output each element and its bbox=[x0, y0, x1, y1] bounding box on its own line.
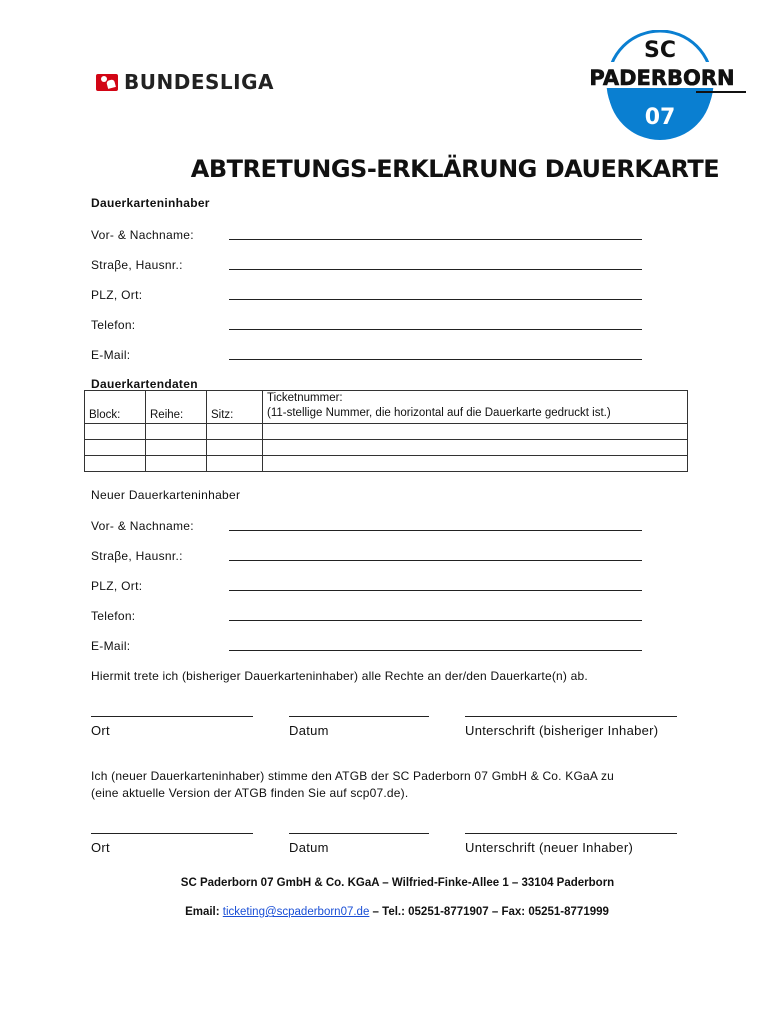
place-signature-line-2[interactable] bbox=[91, 833, 253, 834]
row-cell[interactable] bbox=[146, 456, 207, 472]
card-data-table bbox=[84, 390, 688, 472]
place-label-2: Ort bbox=[91, 840, 110, 855]
row-cell[interactable] bbox=[146, 440, 207, 456]
club-logo-paderborn: PADERBORN bbox=[589, 66, 735, 90]
block-cell[interactable] bbox=[85, 440, 146, 456]
current-city-label: PLZ, Ort: bbox=[91, 288, 143, 302]
footer-email-label: Email: bbox=[185, 906, 223, 918]
club-logo-07: 07 bbox=[644, 105, 676, 130]
seat-cell[interactable] bbox=[207, 424, 263, 440]
current-email-label: E-Mail: bbox=[91, 348, 131, 362]
new-city-field[interactable] bbox=[229, 590, 642, 591]
current-street-label: Straβe, Hausnr.: bbox=[91, 258, 183, 272]
new-street-field[interactable] bbox=[229, 560, 642, 561]
place-label-1: Ort bbox=[91, 723, 110, 738]
date-label-2: Datum bbox=[289, 840, 329, 855]
ticket-number-cell[interactable] bbox=[263, 424, 688, 440]
current-street-field[interactable] bbox=[229, 269, 642, 270]
new-email-label: E-Mail: bbox=[91, 639, 131, 653]
new-city-label: PLZ, Ort: bbox=[91, 579, 143, 593]
current-city-field[interactable] bbox=[229, 299, 642, 300]
date-signature-line-2[interactable] bbox=[289, 833, 429, 834]
new-name-field[interactable] bbox=[229, 530, 642, 531]
table-header-row bbox=[85, 391, 688, 424]
new-street-label: Straβe, Hausnr.: bbox=[91, 549, 183, 563]
footer-email-link[interactable]: ticketing@scpaderborn07.de bbox=[222, 906, 370, 918]
place-signature-line-1[interactable] bbox=[91, 716, 253, 717]
ticket-number-cell[interactable] bbox=[263, 456, 688, 472]
bundesliga-text: BUNDESLIGA bbox=[124, 70, 274, 94]
current-name-label: Vor- & Nachname: bbox=[91, 228, 194, 242]
transfer-statement: Hiermit trete ich (bisheriger Dauerkarteninhaber) alle Rechte an der/den Dauerkarte(n) ab. bbox=[91, 669, 588, 683]
current-phone-field[interactable] bbox=[229, 329, 642, 330]
signature-line-new-holder[interactable] bbox=[465, 833, 677, 834]
sc-paderborn-logo bbox=[578, 30, 748, 140]
new-phone-field[interactable] bbox=[229, 620, 642, 621]
seat-header: Sitz: bbox=[207, 391, 263, 424]
ticket-number-cell[interactable] bbox=[263, 440, 688, 456]
block-cell[interactable] bbox=[85, 424, 146, 440]
signature-line-previous-holder[interactable] bbox=[465, 716, 677, 717]
card-data-heading: Dauerkartendaten bbox=[91, 377, 198, 391]
signature-label-previous: Unterschrift (bisheriger Inhaber) bbox=[465, 723, 659, 738]
seat-cell[interactable] bbox=[207, 456, 263, 472]
footer-phone-fax: – Tel.: 05251-8771907 – Fax: 05251-8771999 bbox=[369, 906, 609, 918]
table-row bbox=[85, 440, 688, 456]
block-header: Block: bbox=[85, 391, 146, 424]
footer-address: SC Paderborn 07 GmbH & Co. KGaA – Wilfried-Finke-Allee 1 – 33104 Paderborn bbox=[180, 877, 615, 889]
bundesliga-logo bbox=[96, 70, 274, 94]
current-name-field[interactable] bbox=[229, 239, 642, 240]
bundesliga-mark-icon bbox=[96, 74, 118, 91]
new-phone-label: Telefon: bbox=[91, 609, 136, 623]
block-cell[interactable] bbox=[85, 456, 146, 472]
club-logo-sc: SC bbox=[644, 38, 676, 63]
new-name-label: Vor- & Nachname: bbox=[91, 519, 194, 533]
new-email-field[interactable] bbox=[229, 650, 642, 651]
current-holder-heading: Dauerkarteninhaber bbox=[91, 196, 210, 210]
ticket-number-header: Ticketnummer: (11-stellige Nummer, die horizontal auf die Dauerkarte gedruckt ist.) bbox=[263, 391, 688, 424]
consent-line-1: Ich (neuer Dauerkarteninhaber) stimme den ATGB der SC Paderborn 07 GmbH & Co. KGaA zu bbox=[91, 769, 615, 783]
row-header: Reihe: bbox=[146, 391, 207, 424]
current-email-field[interactable] bbox=[229, 359, 642, 360]
current-phone-label: Telefon: bbox=[91, 318, 136, 332]
row-cell[interactable] bbox=[146, 424, 207, 440]
table-row bbox=[85, 456, 688, 472]
date-signature-line-1[interactable] bbox=[289, 716, 429, 717]
consent-line-2: (eine aktuelle Version der ATGB finden Sie auf scp07.de). bbox=[91, 786, 409, 800]
signature-label-new: Unterschrift (neuer Inhaber) bbox=[465, 840, 634, 855]
new-holder-heading: Neuer Dauerkarteninhaber bbox=[91, 488, 241, 502]
table-row bbox=[85, 424, 688, 440]
date-label-1: Datum bbox=[289, 723, 329, 738]
seat-cell[interactable] bbox=[207, 440, 263, 456]
page-title: ABTRETUNGS-ERKLÄRUNG DAUERKARTE bbox=[190, 155, 720, 183]
footer-contact bbox=[0, 906, 770, 918]
